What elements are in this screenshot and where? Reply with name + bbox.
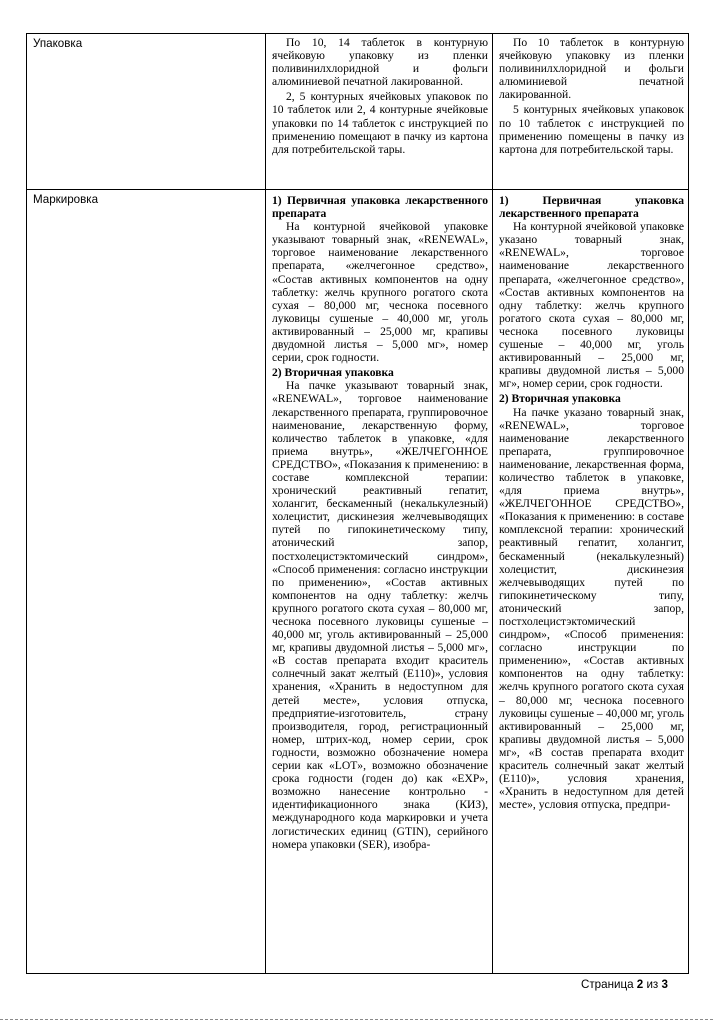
packaging-current-p1: По 10, 14 таблеток в контурную ячейковую упаковку из пленки поливинилхлоридной и фольги алюминиевой печатной лакированной. bbox=[272, 36, 488, 89]
packaging-current-cell bbox=[266, 34, 493, 190]
marking-proposed-heading-primary: 1) Первичная упаковка лекарственного препарата bbox=[499, 194, 684, 221]
packaging-current-p2: 2, 5 контурных ячейковых упаковок по 10 таблеток или 2, 4 контурные ячейковые упаковки по 14 таблеток с инструкцией по применению помещают в пачку из картона для потребительской тары. bbox=[272, 90, 488, 156]
table-row-marking bbox=[27, 190, 689, 974]
current-page: 2 bbox=[636, 978, 644, 991]
marking-current-primary-text: На контурной ячейковой упаковке указывают товарный знак, «RENEWAL», торговое наименование лекарственного препарата, «желчегонное средство», «Состав активных компонентов на одну таблетку: желчь крупного рогатого скота сухая – 80,000 мг, чеснока посевного луковицы сушеные – 40,000 мг, уголь активированный – 25,000 мг, крапивы двудомной листья – 5,000 мг», номер серии, срок годности. bbox=[272, 220, 488, 365]
page-prefix: Страница bbox=[581, 978, 637, 991]
marking-proposed-secondary-text: На пачке указано товарный знак, «RENEWAL», торговое наименование лекарственного препарата, группировочное наименование, лекарственная форма, количество таблеток в упаковке, «для приема внутрь», «ЖЕЛЧЕГОННОЕ СРЕДСТВО», «Показания к применению: в составе комплексной терапии: хронический реактивный гепатит, холангит, бескаменный (некалькулезный) холецистит, дискинезия желчевыводящих путей по гипокинетическому типу, атонический запор, постхолецистэктомический синдром», «Способ применения: согласно инструкции по применению», «Состав активных компонентов на одну таблетку: желчь крупного рогатого скота сухая – 80,000 мг, чеснока посевного луковицы сушеные – 40,000 мг, уголь активированный – 25,000 мг, крапивы двудомной листья – 5,000 мг», «В состав препарата входит краситель солнечный закат желтый (E110)», условия хранения, «Хранить в недоступном для детей месте», условия отпуска, предпри- bbox=[499, 405, 684, 812]
marking-current-heading-secondary: 2) Вторичная упаковка bbox=[272, 366, 394, 380]
page-number bbox=[581, 978, 668, 991]
packaging-proposed-p2: 5 контурных ячейковых упаковок по 10 таблеток с инструкцией по применению помещены в пачку из картона для потребительской тары. bbox=[499, 103, 684, 156]
marking-proposed-heading-secondary: 2) Вторичная упаковка bbox=[499, 392, 621, 406]
scan-edge-line bbox=[0, 1019, 713, 1020]
row-label-marking: Маркировка bbox=[27, 190, 266, 974]
packaging-proposed-p1: По 10 таблеток в контурную ячейковую упаковку из пленки поливинилхлоридной и фольги алюминиевой печатной лакированной. bbox=[499, 36, 684, 102]
marking-proposed-primary-text: На контурной ячейковой упаковке указано товарный знак, «RENEWAL», торговое наименование лекарственного препарата, «желчегонное средство», «Состав активных компонентов на одну таблетку: желчь крупного рогатого скота сухая – 80,000 мг, чеснока посевного луковицы сушеные – 40,000 мг, уголь активированный – 25,000 мг, крапивы двудомной листья – 5,000 мг», номер серии, срок годности. bbox=[499, 220, 684, 391]
table-row-packaging bbox=[27, 34, 689, 190]
marking-current-heading-primary: 1) Первичная упаковка лекарственного препарата bbox=[272, 194, 488, 221]
marking-proposed-cell bbox=[493, 190, 689, 974]
comparison-table bbox=[26, 33, 689, 974]
packaging-proposed-cell bbox=[493, 34, 689, 190]
marking-current-secondary-text: На пачке указывают товарный знак, «RENEWAL», торговое наименование лекарственного препарата, группировочное наименование, лекарственную форму, количество таблеток в упаковке, «для приема внутрь», «ЖЕЛЧЕГОННОЕ СРЕДСТВО», «Показания к применению: в составе комплексной терапии: хронический реактивный гепатит, холангит, бескаменный (некалькулезный) холецистит, дискинезия желчевыводящих путей по гипокинетическому типу, атонический запор, постхолецистэктомический синдром», «Способ применения: согласно инструкции по применению», «Состав активных компонентов на одну таблетку: желчь крупного рогатого скота сухая – 80,000 мг, чеснока посевного луковицы сушеные – 40,000 мг, уголь активированный – 25,000 мг, крапивы двудомной листья – 5,000 мг», «В состав препарата входит краситель солнечный закат желтый (E110)», условия хранения, «Хранить в недоступном для детей месте», условия отпуска, предприятие-изготовитель, страну производителя, город, регистрационный номер, штрих-код, номер серии, срок годности, возможно обозначение номера серии как «LOT», возможно обозначение срока годности (годен до) как «EXP», возможно нанесение контрольно - идентификационного знака (КИЗ), международного кода маркировки и учета логистических единиц (GTIN), серийного номера упаковки (SER), изобра- bbox=[272, 379, 488, 851]
total-pages: 3 bbox=[661, 978, 668, 991]
page-separator: из bbox=[643, 978, 662, 991]
row-label-packaging: Упаковка bbox=[27, 34, 266, 190]
marking-current-cell bbox=[266, 190, 493, 974]
